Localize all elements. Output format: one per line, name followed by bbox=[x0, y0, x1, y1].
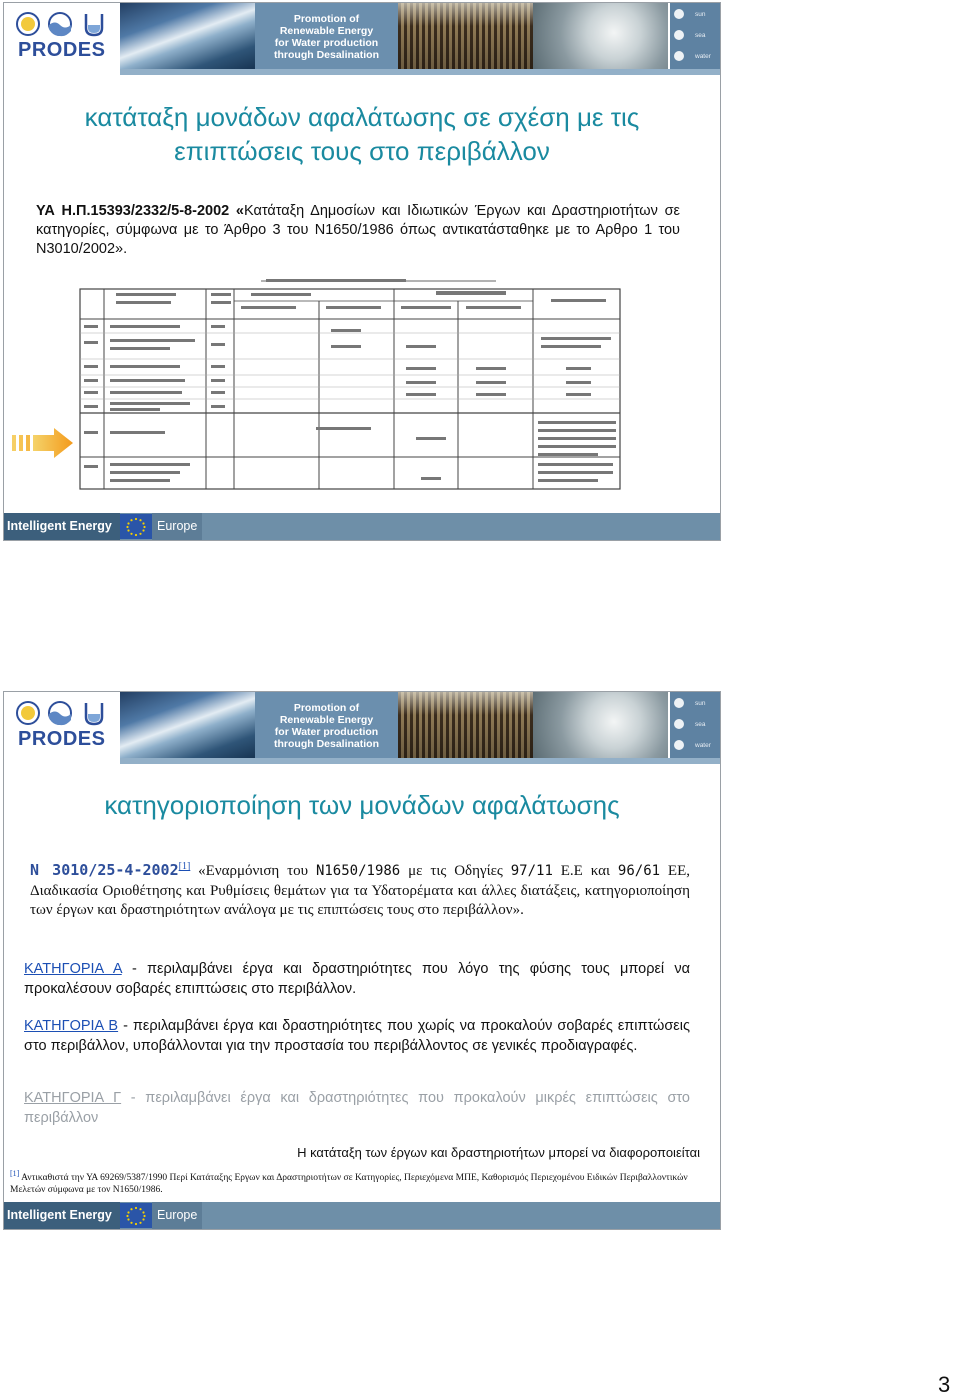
wave-photo bbox=[120, 3, 255, 69]
label-sea: sea bbox=[695, 721, 706, 728]
classification-table-scan bbox=[76, 275, 622, 490]
category-b-link[interactable]: ΚΑΤΗΓΟΡΙΑ Β bbox=[24, 1018, 119, 1034]
slide-header bbox=[4, 692, 720, 764]
arrow-right-icon bbox=[10, 427, 74, 459]
membrane-photo bbox=[398, 3, 533, 69]
page-number: 3 bbox=[938, 1372, 951, 1397]
europe-label: Europe bbox=[152, 1202, 202, 1229]
classification-note: Η κατάταξη των έργων και δραστηριοτήτων μπορεί να διαφοροποιείται bbox=[297, 1145, 700, 1160]
label-sun: sun bbox=[695, 11, 706, 18]
eu-flag-icon bbox=[120, 514, 152, 539]
regulation-text: ΥΑ Η.Π.15393/2332/5-8-2002 «Κατάταξη Δημοσίων και Ιδιωτικών Έργων και Δραστηριοτήτων σε κατηγορίες, σύμφωνα με το Άρθρο 3 του Ν1650/1986 όπως αντικατάσταθηκε με το Αρθρο 1 του Ν3010/2002». bbox=[36, 203, 681, 257]
label-sea: sea bbox=[695, 32, 706, 39]
header-strip bbox=[120, 758, 720, 764]
label-sun: sun bbox=[695, 700, 706, 707]
intelligent-energy-logo: Intelligent Energy bbox=[4, 1202, 120, 1229]
banner-text: Promotion of Renewable Energy for Water production through Desalination bbox=[255, 692, 398, 758]
sea-dot-icon bbox=[674, 30, 684, 40]
sun-sea-water-icon bbox=[16, 700, 108, 726]
law-text: Ν 3010/25-4-2002[1] «Εναρμόνιση του Ν1650/1986 με τις Οδηγίες 97/11 Ε.Ε και 96/61 ΕΕ, Διαδικασία Οριοθέτησης και Ρυθμίσεις θεμάτων για τα Υδατορέματα και άλλες διατάξεις, κατηγοριοποίηση των έργων και δραστηριότητων ανάλογα με τις επιπτώσεις τους στο περιβάλλον». bbox=[30, 861, 691, 918]
header-strip bbox=[120, 69, 720, 75]
side-labels bbox=[670, 692, 720, 758]
slide-title: κατηγοριοποίηση των μονάδων αφαλάτωσης bbox=[104, 790, 620, 820]
category-a-link[interactable]: ΚΑΤΗΓΟΡΙΑ Α bbox=[24, 961, 122, 977]
slide-header bbox=[4, 3, 720, 75]
slide-footer bbox=[4, 1202, 720, 1229]
prodes-wordmark: PRODES bbox=[18, 728, 106, 750]
sun-dot-icon bbox=[674, 698, 684, 708]
water-dot-icon bbox=[674, 740, 684, 750]
slide-title: κατάταξη μονάδων αφαλάτωσης σε σχέση με τις επιπτώσεις τους στο περιβάλλον bbox=[84, 102, 640, 166]
category-c: ΚΑΤΗΓΟΡΙΑ Γ - περιλαμβάνει έργα και δραστηριότητες που προκαλούν μικρές επιπτώσεις στο περιβάλλον bbox=[24, 1090, 690, 1126]
prodes-logo bbox=[4, 692, 117, 764]
category-a: ΚΑΤΗΓΟΡΙΑ Α - περιλαμβάνει έργα και δραστηριότητες που λόγο της φύσης τους μπορεί να προκαλέσουν σοβαρές επιπτώσεις στο περιβάλλον. bbox=[24, 961, 691, 997]
wave-photo bbox=[120, 692, 255, 758]
category-b: ΚΑΤΗΓΟΡΙΑ Β - περιλαμβάνει έργα και δραστηριότητες που χωρίς να προκαλούν σοβαρές επιπτώσεις στο περιβάλλον, υποβάλλονται για την προστασία του περιβάλλοντος σε γενικές προδιαγραφές. bbox=[24, 1018, 690, 1054]
europe-label: Europe bbox=[152, 513, 202, 540]
category-c-link[interactable]: ΚΑΤΗΓΟΡΙΑ Γ bbox=[24, 1090, 122, 1106]
slide-2 bbox=[3, 691, 721, 1230]
footnote-link[interactable]: [1] bbox=[178, 861, 191, 872]
water-dot-icon bbox=[674, 51, 684, 61]
sea-dot-icon bbox=[674, 719, 684, 729]
membrane-photo bbox=[398, 692, 533, 758]
slide-1 bbox=[3, 2, 721, 541]
sun-sea-water-icon bbox=[16, 11, 108, 37]
slide-footer bbox=[4, 513, 720, 540]
intelligent-energy-logo: Intelligent Energy bbox=[4, 513, 120, 540]
prodes-logo bbox=[4, 3, 117, 75]
label-water: water bbox=[695, 53, 711, 60]
water-glass-photo bbox=[533, 3, 668, 69]
eu-flag-icon bbox=[120, 1203, 152, 1228]
water-glass-photo bbox=[533, 692, 668, 758]
label-water: water bbox=[695, 742, 711, 749]
sun-dot-icon bbox=[674, 9, 684, 19]
side-labels bbox=[670, 3, 720, 69]
banner-text: Promotion of Renewable Energy for Water production through Desalination bbox=[255, 3, 398, 69]
footnote: [1] Αντικαθιστά την ΥΑ 69269/5387/1990 Περί Κατάταξης Εργων και Δραστηριοτήτων σε Κατηγορίες, Περιεχόμενα ΜΠΕ, Καθορισμός Περιεχομένου Ειδικών Περιβαλλοντικών Μελετών σύμφωνα με τον Ν1650/1986. bbox=[10, 1169, 688, 1196]
prodes-wordmark: PRODES bbox=[18, 39, 106, 61]
